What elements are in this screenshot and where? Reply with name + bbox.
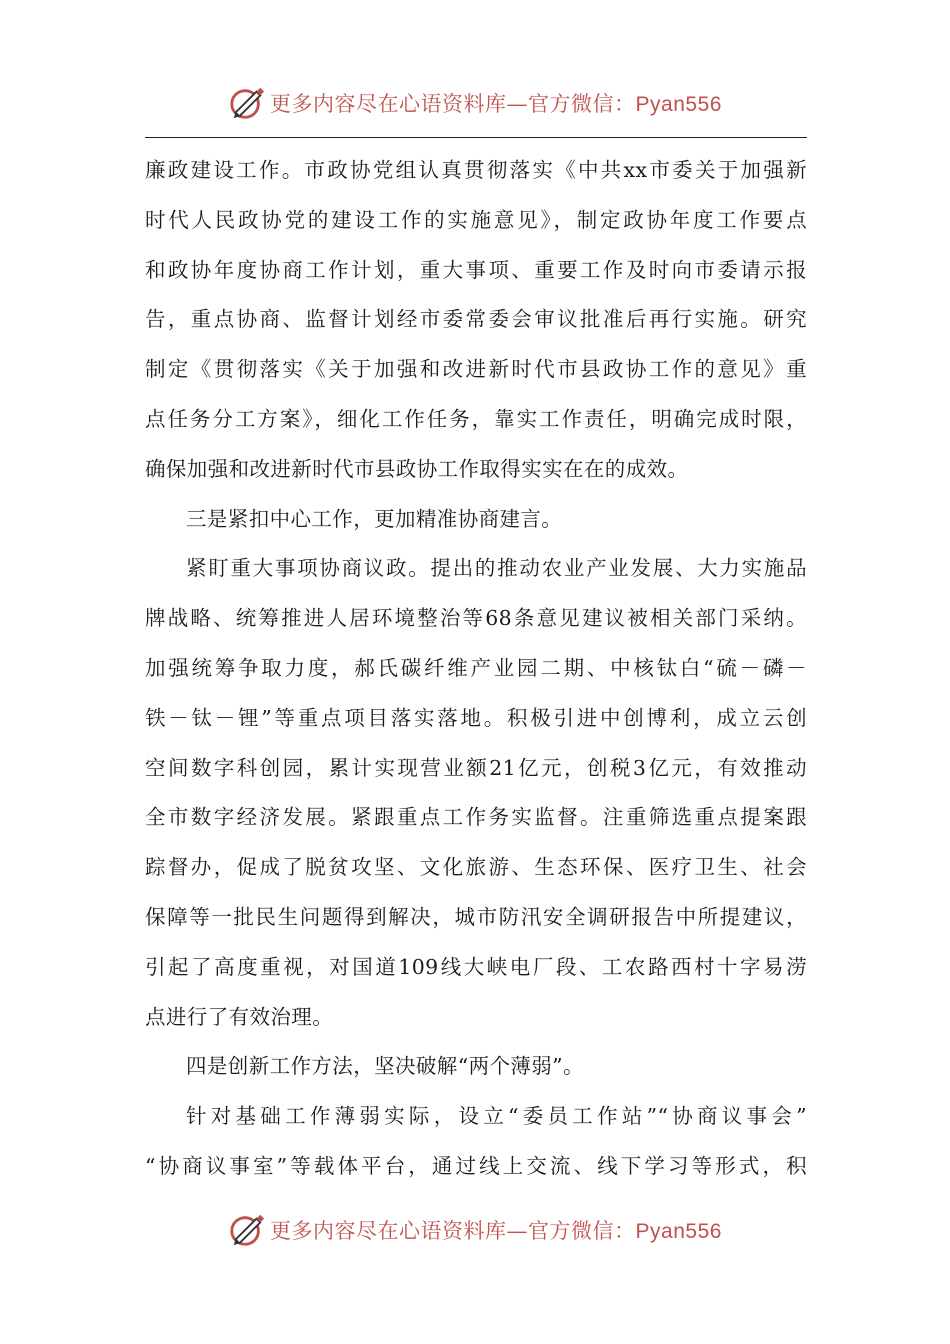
text-line: 踪督办，促成了脱贫攻坚、文化旅游、生态环保、医疗卫生、社会 xyxy=(145,855,807,880)
text-line: 紧盯重大事项协商议政。提出的推动农业产业发展、大力实施品 xyxy=(186,556,807,581)
text-line: 制定《贯彻落实《关于加强和改进新时代市县政协工作的意见》重 xyxy=(145,357,807,382)
section-heading: 四是创新工作方法，坚决破解“两个薄弱”。 xyxy=(186,1054,584,1079)
pen-logo-icon xyxy=(228,1211,266,1249)
header-rule xyxy=(145,137,807,138)
text-line: 针对基础工作薄弱实际，设立“委员工作站”“协商议事会” xyxy=(186,1104,807,1129)
text-line: 加强统筹争取力度，郝氏碳纤维产业园二期、中核钛白“硫－磷－ xyxy=(145,655,807,680)
pen-logo-icon xyxy=(228,84,266,122)
text-line: 确保加强和改进新时代市县政协工作取得实实在在的成效。 xyxy=(145,456,689,481)
document-body xyxy=(145,146,807,1192)
text-line: 廉政建设工作。市政协党组认真贯彻落实《中共xx市委关于加强新 xyxy=(145,158,807,182)
text-line: 和政协年度协商工作计划，重大事项、重要工作及时向市委请示报 xyxy=(145,257,807,282)
text-line: 点进行了有效治理。 xyxy=(145,1004,334,1029)
text-line: 引起了高度重视，对国道109线大峡电厂段、工农路西村十字易涝 xyxy=(145,954,807,979)
header-banner xyxy=(0,83,950,123)
text-line: 空间数字科创园，累计实现营业额21亿元，创税3亿元，有效推动 xyxy=(145,755,807,780)
section-heading: 三是紧扣中心工作，更加精准协商建言。 xyxy=(186,506,563,531)
text-line: 牌战略、统筹推进人居环境整治等68条意见建议被相关部门采纳。 xyxy=(145,606,807,631)
header-banner-text: 更多内容尽在心语资料库—官方微信：Pyan556 xyxy=(270,92,722,116)
footer-banner xyxy=(0,1210,950,1250)
text-line: 告，重点协商、监督计划经市委常委会审议批准后再行实施。研究 xyxy=(145,307,807,332)
footer-banner-text: 更多内容尽在心语资料库—官方微信：Pyan556 xyxy=(270,1219,722,1243)
text-line: “协商议事室”等载体平台，通过线上交流、线下学习等形式，积 xyxy=(145,1153,807,1178)
text-line: 时代人民政协党的建设工作的实施意见》，制定政协年度工作要点 xyxy=(145,207,807,232)
text-line: 点任务分工方案》，细化工作任务，靠实工作责任，明确完成时限， xyxy=(145,406,807,431)
text-line: 保障等一批民生问题得到解决，城市防汛安全调研报告中所提建议， xyxy=(145,904,807,929)
text-line: 铁－钛－锂”等重点项目落实落地。积极引进中创博利，成立云创 xyxy=(145,705,807,730)
text-line: 全市数字经济发展。紧跟重点工作务实监督。注重筛选重点提案跟 xyxy=(145,805,807,830)
